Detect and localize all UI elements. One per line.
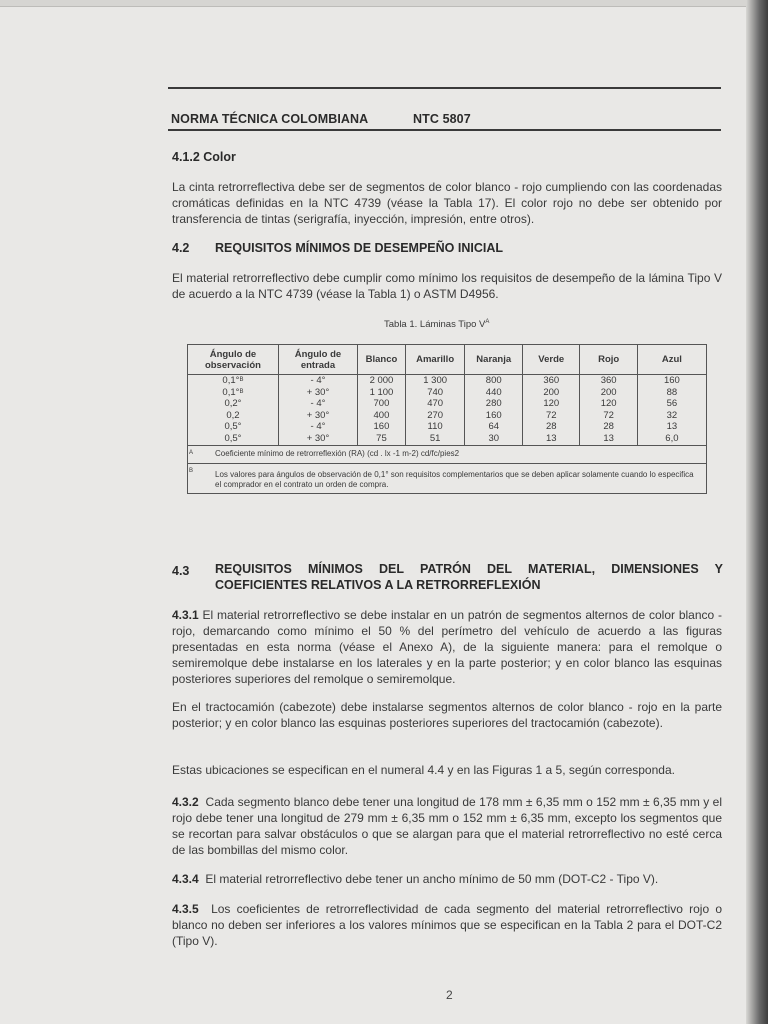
- cell-rojo: 200: [580, 387, 637, 399]
- page-header: [171, 112, 471, 126]
- cell-azul: 160: [637, 375, 706, 387]
- header-title: NORMA TÉCNICA COLOMBIANA: [171, 112, 369, 126]
- section-4-3-1-number: 4.3.1: [172, 608, 199, 622]
- cell-naranja: 64: [465, 421, 523, 433]
- paragraph-ubicaciones: Estas ubicaciones se especifican en el numeral 4.4 y en las Figuras 1 a 5, según corresponda.: [172, 763, 675, 777]
- section-4-3-5: [172, 901, 722, 949]
- col-header-blanco: Blanco: [358, 345, 406, 375]
- section-4-3-4: [172, 871, 722, 887]
- section-4-2-number: 4.2: [172, 241, 190, 255]
- cell-entrada: + 30°: [278, 433, 357, 445]
- section-4-3-1: [172, 607, 722, 687]
- cell-amarillo: 110: [405, 421, 465, 433]
- header-rule-top: [168, 87, 721, 89]
- section-4-3-1-text: El material retrorreflectivo se debe instalar en un patrón de segmentos alternos de color blanco - rojo, demarcando como mínimo el 50 % del perímetro del vehículo de acuerdo a las figuras presentadas en esta norma (véase el Anexo A), de la siguiente manera: para el remolque o semiremolque debe instalarse en los laterales y en la parte posterior; y en color blanco las esquinas posteriores superiores del remolque o semiremolque.: [172, 608, 722, 686]
- table-row: [188, 398, 707, 410]
- obs-value: 0,2: [226, 409, 240, 421]
- paragraph-tractocamion: En el tractocamión (cabezote) debe instalarse segmentos alternos de color blanco - rojo en la parte posterior; y en color blanco las esquinas posteriores superiores del tractocamión (cabezote).: [172, 700, 722, 730]
- section-4-3-5-text: Los coeficientes de retrorreflectividad de cada segmento del material retrorreflectivo rojo o blanco no deben ser inferiores a los valores mínimos que se especifican en la Tabla 2 para el DOT-C2 (Tipo V).: [172, 902, 722, 948]
- section-4-3-number: 4.3: [172, 564, 190, 578]
- cell-amarillo: 740: [405, 387, 465, 399]
- cell-verde: 28: [523, 421, 580, 433]
- obs-value: 0,1°: [222, 375, 240, 386]
- cell-observacion: [188, 410, 279, 422]
- section-4-3-5-number: 4.3.5: [172, 902, 199, 916]
- cell-amarillo: 1 300: [405, 375, 465, 387]
- cell-blanco: 2 000: [358, 375, 406, 387]
- cell-azul: 88: [637, 387, 706, 399]
- cell-azul: 32: [637, 410, 706, 422]
- cell-rojo: 120: [580, 398, 637, 410]
- section-4-1-2-heading: 4.1.2 Color: [172, 150, 236, 164]
- scan-right-edge: [746, 0, 768, 1024]
- table-row: [188, 410, 707, 422]
- obs-sup: B: [239, 388, 244, 395]
- table-row: [188, 433, 707, 445]
- section-4-2-heading: REQUISITOS MÍNIMOS DE DESEMPEÑO INICIAL: [215, 241, 503, 255]
- col-header-rojo: Rojo: [580, 345, 637, 375]
- cell-rojo: 72: [580, 410, 637, 422]
- cell-entrada: - 4°: [278, 375, 357, 387]
- note-a-text: Coeficiente mínimo de retrorreflexión (RA) (cd . lx -1 m-2) cd/fc/pies2: [193, 445, 706, 464]
- cell-entrada: - 4°: [278, 398, 357, 410]
- cell-azul: 6,0: [637, 433, 706, 445]
- cell-observacion: [188, 398, 279, 410]
- table-row: [188, 387, 707, 399]
- cell-verde: 120: [523, 398, 580, 410]
- cell-verde: 360: [523, 375, 580, 387]
- col-header-amarillo: Amarillo: [405, 345, 465, 375]
- cell-amarillo: 470: [405, 398, 465, 410]
- cell-azul: 56: [637, 398, 706, 410]
- obs-value: 0,2°: [224, 398, 242, 410]
- obs-value: 0,5°: [224, 421, 242, 433]
- cell-verde: 13: [523, 433, 580, 445]
- section-4-2-text: El material retrorreflectivo debe cumplir como mínimo los requisitos de desempeño de la lámina Tipo V de acuerdo a la NTC 4739 (véase la Tabla 1) o ASTM D4956.: [172, 271, 722, 301]
- cell-amarillo: 51: [405, 433, 465, 445]
- table-row: [188, 375, 707, 387]
- cell-blanco: 700: [358, 398, 406, 410]
- cell-amarillo: 270: [405, 410, 465, 422]
- cell-entrada: + 30°: [278, 410, 357, 422]
- section-4-3-2-text: Cada segmento blanco debe tener una longitud de 178 mm ± 6,35 mm o 152 mm ± 6,35 mm y el rojo debe tener una longitud de 279 mm ± 6,35 mm o 152 mm ± 6,35 mm, excepto los segmentos que se recortan para salvar obstáculos o que se alargan para que el material retrorreflectivo no esté cerca de las bombillas del mismo color.: [172, 795, 722, 857]
- cell-verde: 72: [523, 410, 580, 422]
- table-note-a: [188, 445, 707, 464]
- col-header-naranja: Naranja: [465, 345, 523, 375]
- section-4-3-heading-line2: COEFICIENTES RELATIVOS A LA RETRORREFLEXIÓN: [215, 578, 541, 592]
- cell-observacion: [188, 387, 279, 399]
- cell-entrada: + 30°: [278, 387, 357, 399]
- cell-naranja: 800: [465, 375, 523, 387]
- section-4-3-heading-line1: REQUISITOS MÍNIMOS DEL PATRÓN DEL MATERIAL, DIMENSIONES Y: [215, 562, 723, 576]
- cell-blanco: 1 100: [358, 387, 406, 399]
- table-1: [187, 344, 707, 494]
- col-header-verde: Verde: [523, 345, 580, 375]
- table-header-row: [188, 345, 707, 375]
- note-a-mark: A: [188, 445, 194, 464]
- cell-rojo: 28: [580, 421, 637, 433]
- cell-blanco: 160: [358, 421, 406, 433]
- obs-value: 0,1°: [222, 386, 240, 398]
- col-header-azul: Azul: [637, 345, 706, 375]
- note-b-mark: B: [188, 464, 194, 494]
- header-rule-bottom: [168, 129, 721, 131]
- note-b-text: Los valores para ángulos de observación de 0,1° son requisitos complementarios que se deben aplicar solamente cuando lo especifica el comprador en el contrato un orden de compra.: [193, 464, 706, 494]
- col-header-observacion: Ángulo de observación: [188, 345, 279, 375]
- section-4-3-4-number: 4.3.4: [172, 872, 199, 886]
- section-4-3-2: [172, 794, 722, 858]
- cell-observacion: [188, 421, 279, 433]
- section-4-1-2-text: La cinta retrorreflectiva debe ser de segmentos de color blanco - rojo cumpliendo con las coordenadas cromáticas definidas en la NTC 4739 (véase la Tabla 17). El color rojo no debe ser obtenido por transferencia de tintas (serigrafía, inyección, impresión, entre otros).: [172, 180, 722, 226]
- cell-naranja: 160: [465, 410, 523, 422]
- cell-blanco: 400: [358, 410, 406, 422]
- cell-rojo: 13: [580, 433, 637, 445]
- cell-rojo: 360: [580, 375, 637, 387]
- cell-blanco: 75: [358, 433, 406, 445]
- obs-sup: B: [239, 377, 244, 383]
- cell-observacion: [188, 433, 279, 445]
- cell-verde: 200: [523, 387, 580, 399]
- table-1-caption-text: Tabla 1. Láminas Tipo V: [384, 319, 486, 331]
- obs-value: 0,5°: [224, 432, 242, 444]
- cell-observacion: [188, 375, 279, 387]
- section-4-3-2-number: 4.3.2: [172, 795, 199, 809]
- cell-entrada: - 4°: [278, 421, 357, 433]
- table-row: [188, 421, 707, 433]
- cell-naranja: 30: [465, 433, 523, 445]
- table-1-caption-sup: A: [485, 319, 490, 325]
- cell-naranja: 280: [465, 398, 523, 410]
- cell-naranja: 440: [465, 387, 523, 399]
- col-header-entrada: Ángulo de entrada: [278, 345, 357, 375]
- cell-azul: 13: [637, 421, 706, 433]
- table-note-b: [188, 464, 707, 494]
- section-4-3-4-text: El material retrorreflectivo debe tener un ancho mínimo de 50 mm (DOT-C2 - Tipo V).: [205, 872, 659, 886]
- table-1-caption: [384, 319, 489, 330]
- header-standard: NTC 5807: [413, 112, 471, 126]
- page-number: 2: [446, 988, 453, 1002]
